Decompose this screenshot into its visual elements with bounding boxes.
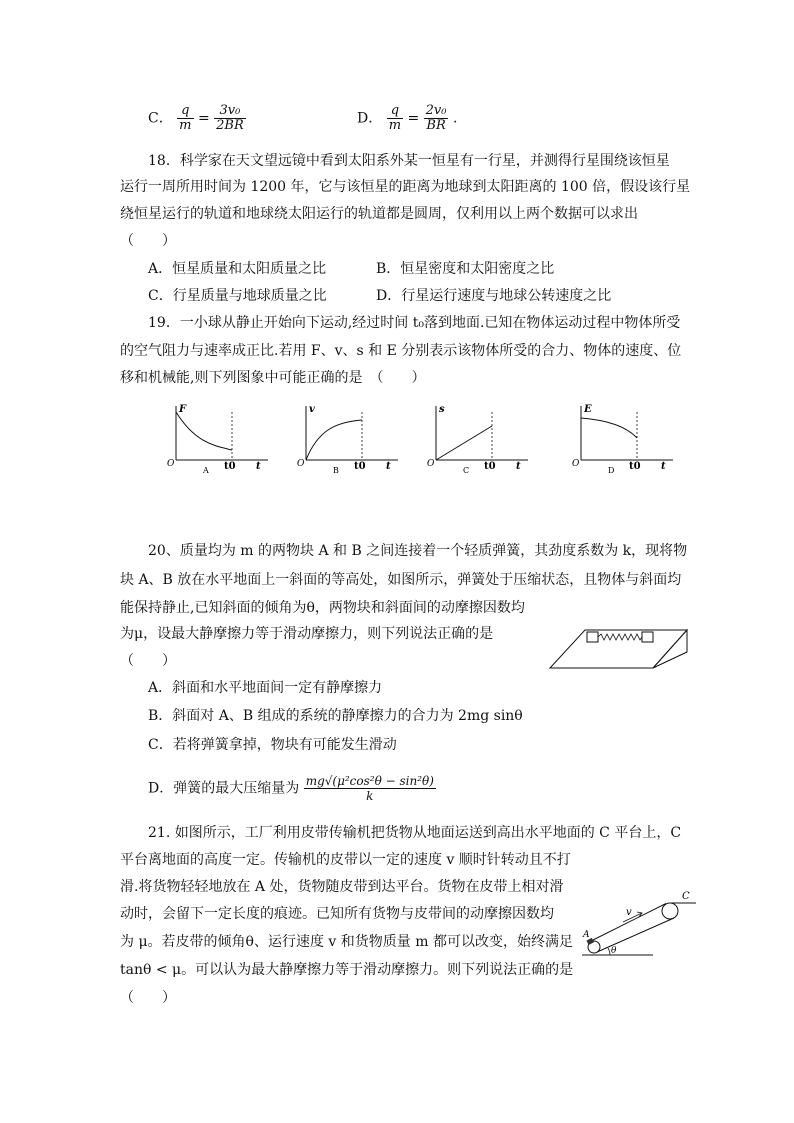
q20-d-prefix: D．弹簧的最大压缩量为	[148, 780, 300, 797]
q21-line-1: 21. 如图所示，工厂利用皮带传输机把货物从地面运送到高出水平地面的 C 平台上，C	[148, 825, 682, 841]
q21-line-4: 动时，会留下一定长度的痕迹。已知所有货物与皮带间的动摩擦因数均	[120, 906, 554, 922]
graph-x-label: t	[256, 461, 261, 472]
q19-line-3: 移和机械能,则下列图象中可能正确的是 （ ）	[120, 370, 426, 386]
q21-line-5: 为 μ。若皮带的倾角θ、运行速度 v 和货物质量 m 都可以改变，始终满足	[120, 934, 573, 950]
top-pulley	[662, 903, 678, 919]
q17-option-c	[148, 104, 246, 133]
incline-spring-figure	[545, 612, 695, 672]
graph-B	[297, 404, 398, 475]
graph-letter: B	[333, 466, 339, 475]
q19-line-1: 19．一小球从静止开始向下运动,经过时间 t₀落到地面.已知在物体运动过程中物体所受	[148, 315, 681, 331]
graph-x-label: t	[386, 461, 391, 472]
spring	[598, 634, 642, 640]
graph-origin: O	[427, 459, 435, 469]
graph-y-label: s	[439, 404, 445, 415]
q20-option-b: B．斜面对 A、B 组成的系统的静摩擦力的合力为 2mg sinθ	[148, 708, 523, 724]
graph-x-label: t	[516, 461, 521, 472]
block-a	[587, 632, 598, 642]
q21-line-3: 滑.将货物轻轻地放在 A 处，货物随皮带到达平台。货物在皮带上相对滑	[120, 879, 564, 895]
graph-y-label: v	[309, 404, 315, 415]
q18-line-1: 18．科学家在天文望远镜中看到太阳系外某一恒星有一行星，并测得行星围绕该恒星	[148, 153, 670, 169]
q18-line-3: 绕恒星运行的轨道和地球绕太阳运行的轨道都是圆周，仅利用以上两个数据可以求出	[120, 206, 638, 222]
graph-origin: O	[297, 459, 305, 469]
q20-line-1: 20、质量均为 m 的两物块 A 和 B 之间连接着一个轻质弹簧，其劲度系数为 k，现将物	[148, 543, 688, 559]
q21-paren: （ ）	[120, 990, 176, 1006]
q19-graphs	[160, 402, 700, 492]
q20-line-3: 能保持静止,已知斜面的倾角为θ，两物块和斜面间的动摩擦因数均	[120, 600, 525, 616]
q21-line-6: tanθ < μ。可以认为最大静摩擦力等于滑动摩擦力。则下列说法正确的是	[120, 962, 574, 978]
q17-d-tail: .	[452, 110, 458, 127]
graph-letter: A	[203, 466, 209, 475]
conveyor-figure	[578, 885, 698, 960]
graph-y-label: E	[584, 404, 592, 415]
q18-paren: （ ）	[120, 233, 176, 249]
q20-d-fraction: $\frac{\text{mg√(μ²cos²θ − sin²θ)}}{k}$	[305, 774, 434, 803]
q20-line-4: 为μ，设最大静摩擦力等于滑动摩擦力，则下列说法正确的是	[120, 626, 494, 642]
graph-origin: O	[572, 459, 580, 469]
graph-curve	[306, 420, 362, 460]
q17-d-rhs: $\frac{\text{2v₀}}{BR}$	[425, 103, 447, 133]
q20-option-c: C．若将弹簧拿掉，物块有可能发生滑动	[148, 737, 397, 753]
graph-curve	[436, 426, 492, 460]
belt-lower	[597, 918, 674, 952]
incline-side	[653, 630, 687, 668]
q17-option-d	[357, 104, 457, 133]
graph-A	[167, 404, 268, 475]
q17-d-label: D．	[357, 110, 383, 127]
angle-arc	[608, 948, 610, 955]
q17-c-rhs: $\frac{\text{3v₀}}{2BR}$	[216, 103, 244, 133]
q17-c-eq: =	[197, 110, 210, 127]
q20-option-a: A．斜面和水平地面间一定有静摩擦力	[148, 680, 383, 696]
q20-option-d	[148, 774, 436, 803]
fig-label-theta: θ	[611, 946, 617, 956]
q18-option-d: D．行星运行速度与地球公转速度之比	[376, 288, 612, 304]
graph-x-label: t	[661, 461, 666, 472]
graph-y-label: F	[179, 404, 187, 415]
graph-letter: C	[463, 466, 470, 475]
q17-d-eq: =	[407, 110, 420, 127]
graph-t0-label: t0	[354, 461, 366, 472]
q20-paren: （ ）	[120, 653, 176, 669]
q17-c-lhs: $\frac{q}{m}$	[179, 103, 192, 133]
graph-t0-label: t0	[484, 461, 496, 472]
graph-curve	[581, 418, 637, 438]
q21-line-2: 平台离地面的高度一定。传输机的皮带以一定的速度 v 顺时针转动且不打	[120, 852, 571, 868]
graph-t0-label: t0	[629, 461, 641, 472]
q18-option-b: B．恒星密度和太阳密度之比	[376, 261, 555, 277]
fig-label-v: v	[626, 907, 632, 918]
block-b	[642, 632, 653, 642]
graph-origin: O	[167, 459, 175, 469]
q18-option-a: A．恒星质量和太阳质量之比	[148, 261, 327, 277]
q19-line-2: 的空气阻力与速率成正比.若用 F、v、s 和 E 分别表示该物体所受的合力、物体的速度、位	[120, 343, 682, 359]
q18-option-c: C．行星质量与地球质量之比	[148, 288, 327, 304]
q17-c-label: C．	[148, 110, 173, 127]
q17-d-lhs: $\frac{q}{m}$	[388, 103, 402, 133]
graph-C	[427, 404, 528, 475]
graph-letter: D	[608, 466, 615, 475]
fig-label-c: C	[682, 891, 690, 902]
q18-line-2: 运行一周所用时间为 1200 年，它与该恒星的距离为地球到太阳距离的 100 倍，假设该行星	[120, 179, 691, 195]
graph-t0-label: t0	[224, 461, 236, 472]
graph-D	[572, 404, 673, 475]
graph-curve	[176, 412, 232, 450]
q20-line-2: 块 A、B 放在水平地面上一斜面的等高处，如图所示，弹簧处于压缩状态，且物体与斜面均	[120, 572, 682, 588]
fig-label-a: A	[583, 930, 590, 940]
